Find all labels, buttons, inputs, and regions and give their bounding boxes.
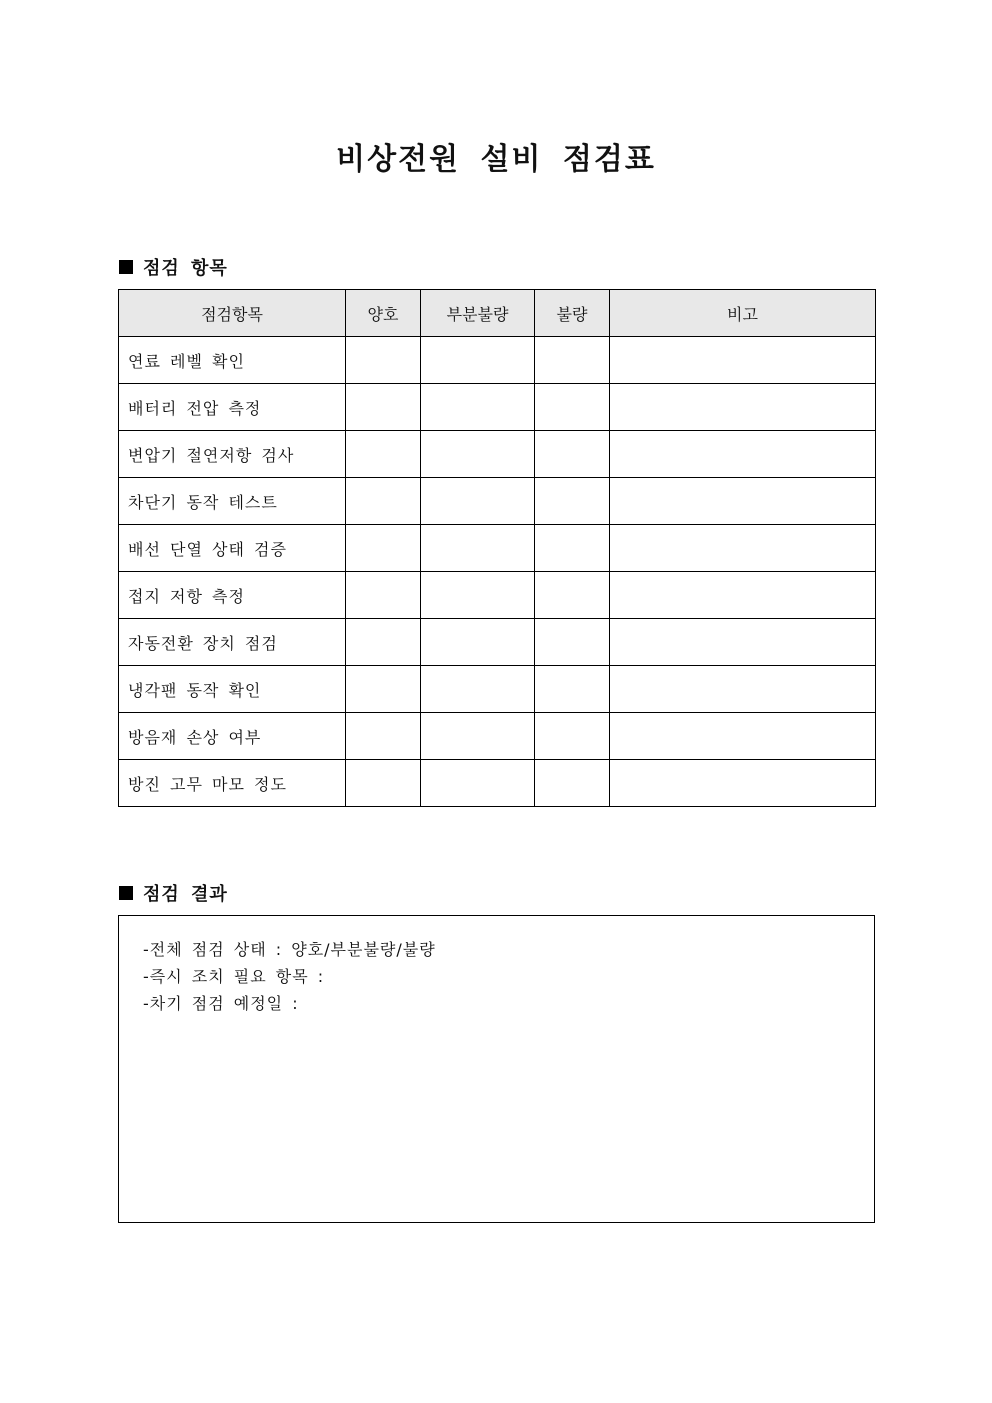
result-box[interactable] (118, 915, 875, 1223)
inspection-table (118, 289, 876, 807)
partial-cell[interactable] (421, 478, 535, 525)
item-cell: 접지 저항 측정 (119, 572, 346, 619)
result-lines (143, 936, 436, 1017)
partial-cell[interactable] (421, 431, 535, 478)
note-cell[interactable] (610, 337, 876, 384)
header-note: 비고 (610, 290, 876, 337)
good-cell[interactable] (346, 431, 421, 478)
partial-cell[interactable] (421, 337, 535, 384)
table-row (119, 666, 876, 713)
partial-cell[interactable] (421, 619, 535, 666)
table-row (119, 572, 876, 619)
item-cell: 배터리 전압 측정 (119, 384, 346, 431)
bad-cell[interactable] (535, 431, 610, 478)
note-cell[interactable] (610, 478, 876, 525)
section-heading-items (119, 254, 228, 280)
square-bullet-icon (119, 260, 133, 274)
good-cell[interactable] (346, 572, 421, 619)
note-cell[interactable] (610, 572, 876, 619)
bad-cell[interactable] (535, 478, 610, 525)
table-header-row (119, 290, 876, 337)
bad-cell[interactable] (535, 384, 610, 431)
good-cell[interactable] (346, 384, 421, 431)
section-heading-items-label: 점검 항목 (143, 258, 228, 279)
good-cell[interactable] (346, 478, 421, 525)
note-cell[interactable] (610, 760, 876, 807)
table-row (119, 713, 876, 760)
item-cell: 방진 고무 마모 정도 (119, 760, 346, 807)
good-cell[interactable] (346, 619, 421, 666)
document-title: 비상전원 설비 점검표 (336, 142, 656, 177)
good-cell[interactable] (346, 760, 421, 807)
good-cell[interactable] (346, 337, 421, 384)
table-row (119, 760, 876, 807)
result-line-action: -즉시 조치 필요 항목 : (143, 967, 325, 986)
note-cell[interactable] (610, 525, 876, 572)
table-row (119, 478, 876, 525)
header-item: 점검항목 (119, 290, 346, 337)
partial-cell[interactable] (421, 525, 535, 572)
note-cell[interactable] (610, 431, 876, 478)
item-cell: 자동전환 장치 점검 (119, 619, 346, 666)
item-cell: 배선 단열 상태 검증 (119, 525, 346, 572)
table-row (119, 525, 876, 572)
note-cell[interactable] (610, 666, 876, 713)
table-row (119, 384, 876, 431)
partial-cell[interactable] (421, 572, 535, 619)
result-line-next-date: -차기 점검 예정일 : (143, 994, 299, 1013)
header-good: 양호 (346, 290, 421, 337)
partial-cell[interactable] (421, 713, 535, 760)
note-cell[interactable] (610, 619, 876, 666)
bad-cell[interactable] (535, 572, 610, 619)
bad-cell[interactable] (535, 525, 610, 572)
bad-cell[interactable] (535, 760, 610, 807)
table-row (119, 619, 876, 666)
bad-cell[interactable] (535, 666, 610, 713)
square-bullet-icon (119, 886, 133, 900)
note-cell[interactable] (610, 713, 876, 760)
section-heading-result (119, 880, 228, 906)
partial-cell[interactable] (421, 384, 535, 431)
good-cell[interactable] (346, 666, 421, 713)
bad-cell[interactable] (535, 337, 610, 384)
bad-cell[interactable] (535, 713, 610, 760)
partial-cell[interactable] (421, 666, 535, 713)
item-cell: 차단기 동작 테스트 (119, 478, 346, 525)
section-heading-result-label: 점검 결과 (143, 884, 228, 905)
good-cell[interactable] (346, 525, 421, 572)
note-cell[interactable] (610, 384, 876, 431)
item-cell: 방음재 손상 여부 (119, 713, 346, 760)
item-cell: 냉각팬 동작 확인 (119, 666, 346, 713)
header-partial: 부분불량 (421, 290, 535, 337)
result-line-overall: -전체 점검 상태 : 양호/부분불량/불량 (143, 940, 436, 959)
table-row (119, 337, 876, 384)
bad-cell[interactable] (535, 619, 610, 666)
partial-cell[interactable] (421, 760, 535, 807)
item-cell: 연료 레벨 확인 (119, 337, 346, 384)
good-cell[interactable] (346, 713, 421, 760)
item-cell: 변압기 절연저항 검사 (119, 431, 346, 478)
table-row (119, 431, 876, 478)
header-bad: 불량 (535, 290, 610, 337)
